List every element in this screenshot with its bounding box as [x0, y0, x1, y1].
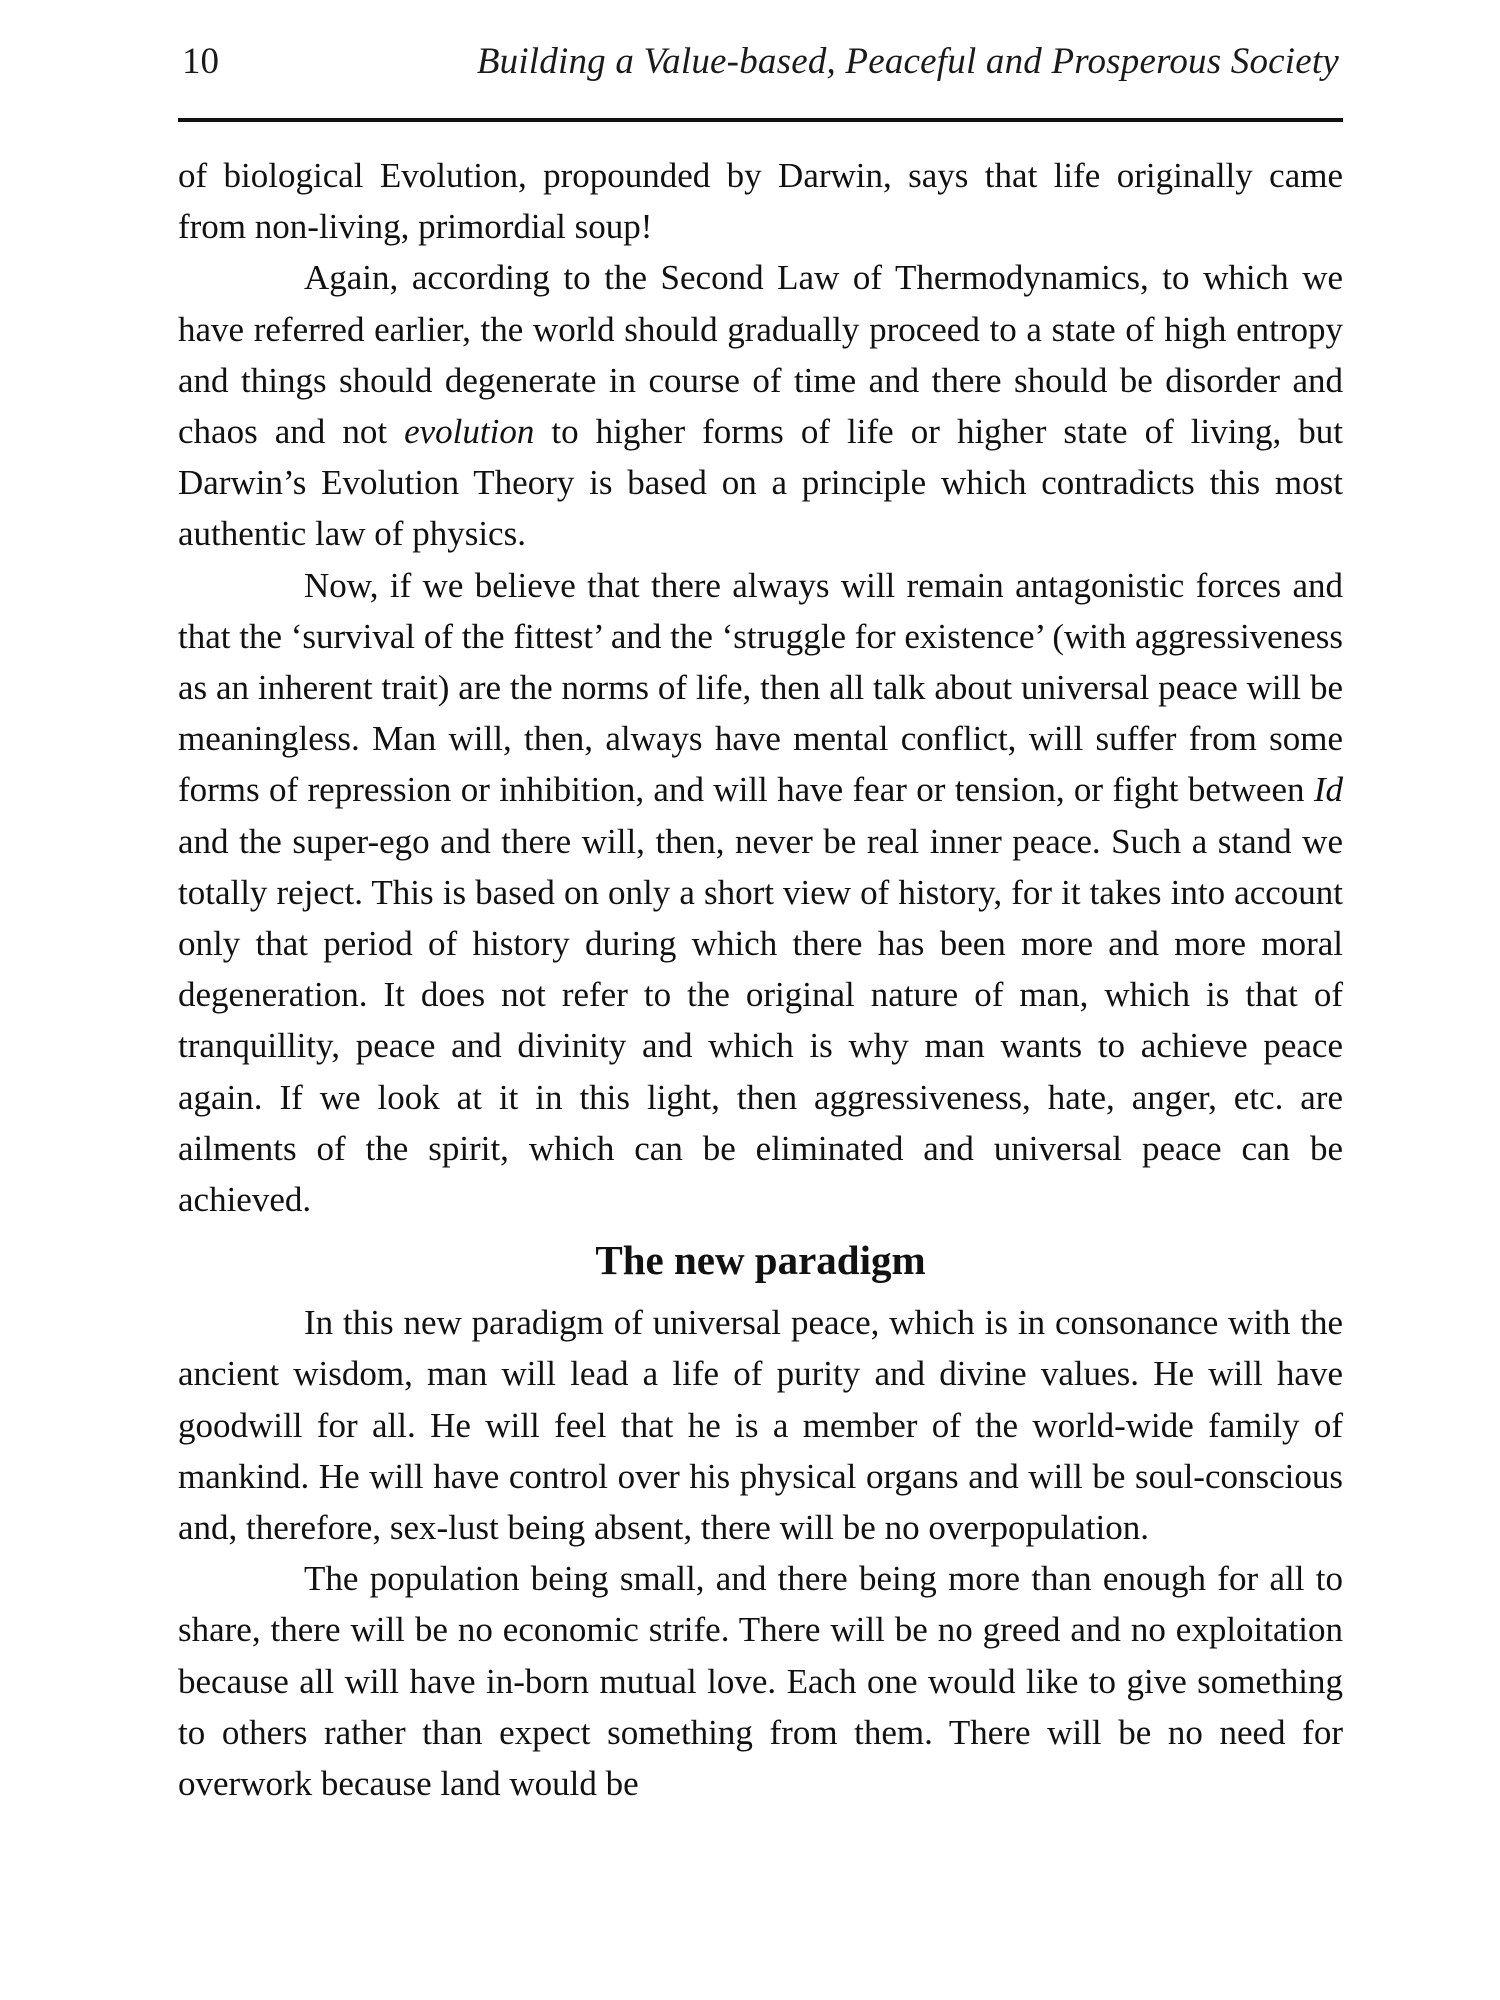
running-head	[178, 28, 1343, 92]
section-heading: The new paradigm	[595, 1237, 926, 1284]
paragraph-new-paradigm: In this new paradigm of universal peace, which is in consonance with the ancient wisdom, man will lead a life of purity and divine values. He will have goodwill for all. He will feel that he is a member of the world-wide family of mankind. He will have control over his physical organs and will be soul-conscious and, therefore, sex-lust being absent, there will be no overpopulation.	[178, 1303, 1343, 1548]
paragraph-text: Now, if we believe that there always will remain antagonistic forces and that the ‘survival of the fittest’ and the ‘struggle for existence’ (with aggressiveness as an inherent trait) are the norms of life, then all talk about universal peace will be meaningless. Man will, then, always have mental conflict, will suffer from some forms of repression or inhibition, and will have fear or tension, or fight between	[178, 565, 1343, 810]
emphasis-id: Id	[1313, 770, 1343, 810]
running-title: Building a Value-based, Peaceful and Prosperous Society	[476, 41, 1339, 82]
paragraph-universal-peace	[178, 560, 1343, 1226]
paragraph-thermodynamics	[178, 252, 1343, 559]
header-rule	[178, 118, 1343, 122]
emphasis-evolution: evolution	[404, 412, 535, 452]
paragraph-continued: of biological Evolution, propounded by Darwin, says that life originally came from non-living, primordial soup!	[178, 156, 1343, 247]
book-page	[178, 28, 1343, 1809]
paragraph-population: The population being small, and there being more than enough for all to share, there will be no economic strife. There will be no greed and no exploitation because all will have in-born mutual love. Each one would like to give something to others rather than expect something from them. There will be no need for overwork because land would be	[178, 1559, 1343, 1804]
paragraph-text: and the super-ego and there will, then, never be real inner peace. Such a stand we totally reject. This is based on only a short view of history, for it takes into account only that period of history during which there has been more and more moral degeneration. It does not refer to the original nature of man, which is that of tranquillity, peace and divinity and which is why man wants to achieve peace again. If we look at it in this light, then aggressiveness, hate, anger, etc. are ailments of the spirit, which can be eliminated and universal peace can be achieved.	[178, 821, 1343, 1220]
paragraph-text: Again, according to the Second Law of Thermodynamics, to which we have referred earlier, the world should gradually proceed to a state of high entropy and things should degenerate in course of time and there should be disorder and chaos and not	[178, 258, 1343, 452]
body-text	[178, 150, 1343, 1809]
paragraph-text: to higher forms of life or higher state of living, but Darwin’s Evolution Theory is based on a principle which contradicts this most authentic law of physics.	[178, 412, 1343, 554]
page-number: 10	[182, 41, 219, 82]
